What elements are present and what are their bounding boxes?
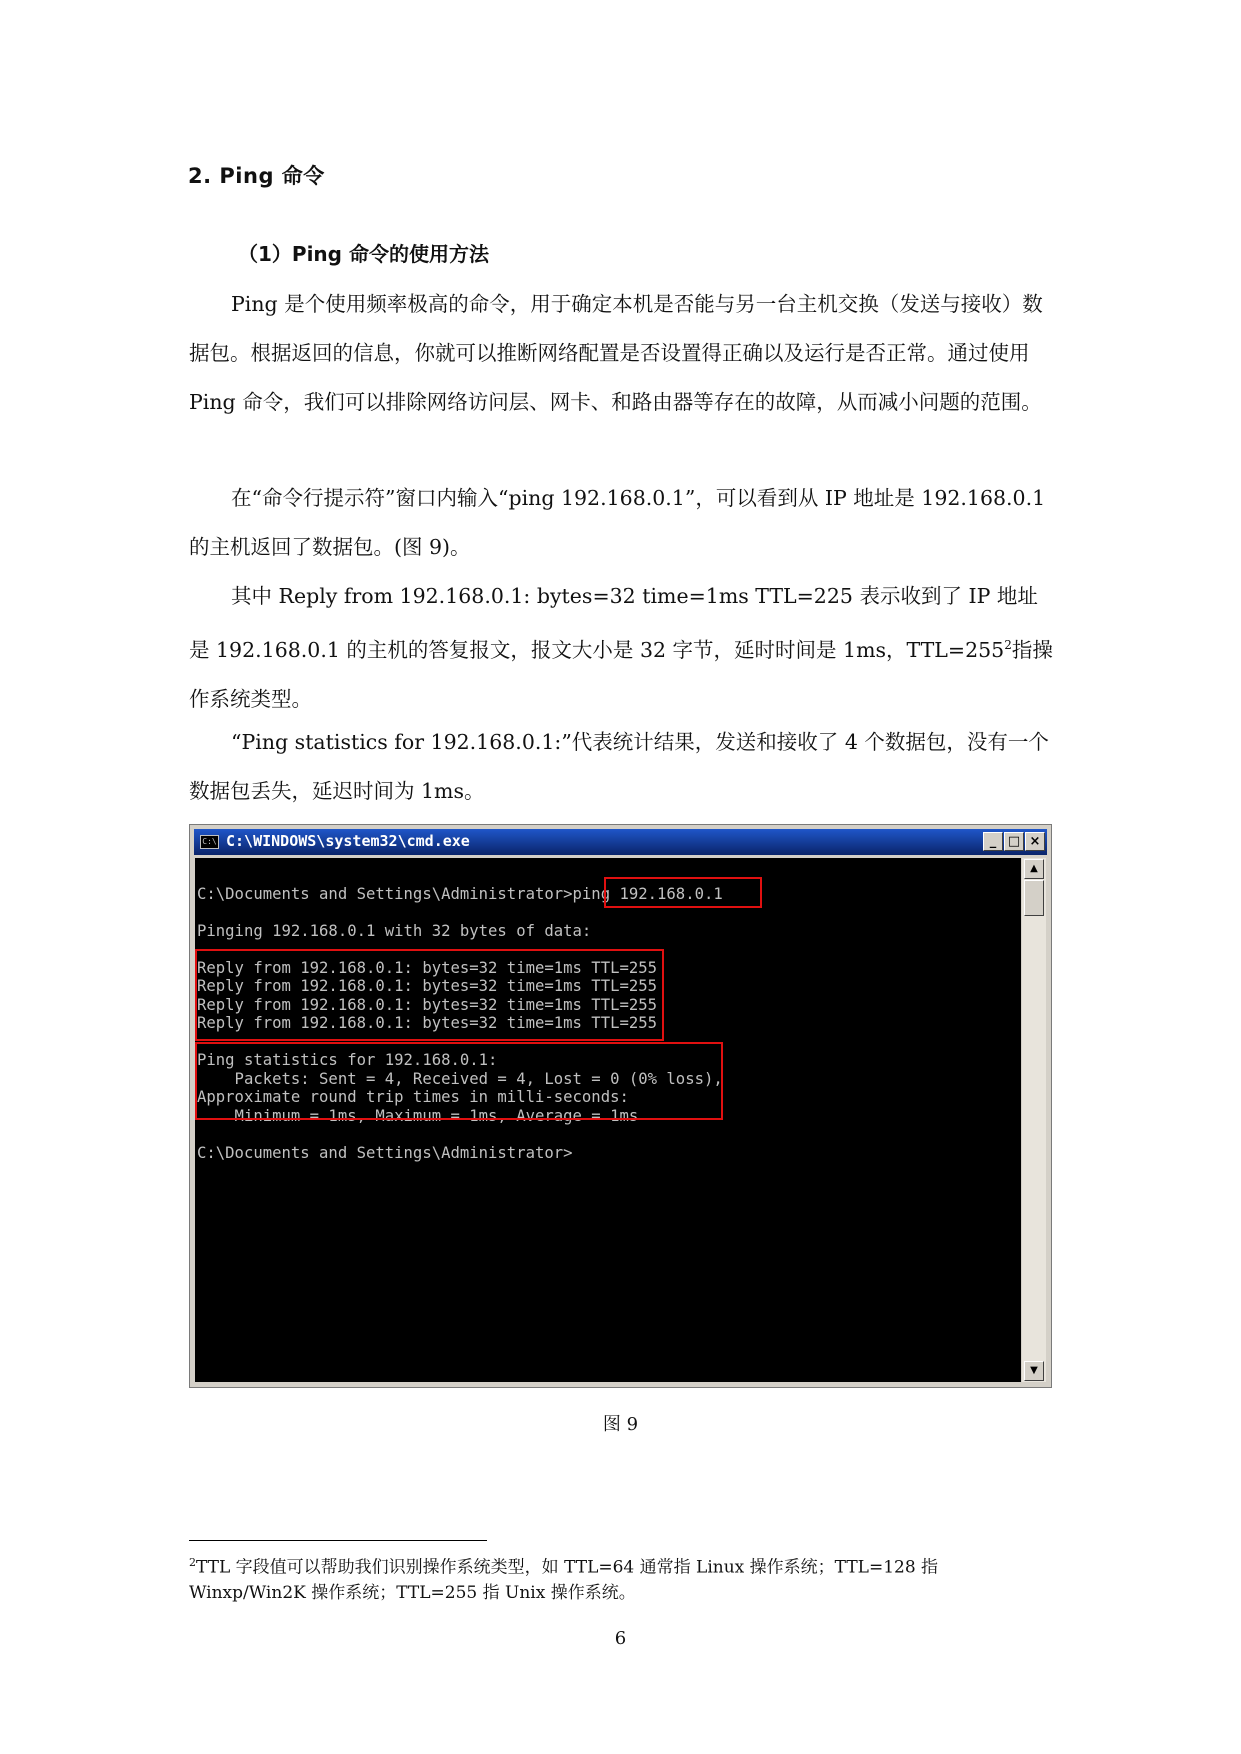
console-line: Ping statistics for 192.168.0.1: — [197, 1051, 498, 1069]
highlight-ping-command — [604, 877, 762, 908]
console-line: Pinging 192.168.0.1 with 32 bytes of data: — [197, 922, 592, 940]
console-icon: C:\ — [200, 835, 219, 849]
console-line: Reply from 192.168.0.1: bytes=32 time=1ms TTL=255 — [197, 959, 658, 977]
footnote-reference[interactable]: 2 — [1004, 638, 1012, 652]
close-button[interactable]: × — [1025, 832, 1045, 851]
paragraph-reply-tail: 指操作系统类型。 — [189, 637, 1053, 711]
cmd-titlebar[interactable] — [194, 829, 1047, 855]
highlight-reply-lines — [195, 949, 664, 1041]
cmd-window — [189, 824, 1052, 1388]
scroll-up-icon[interactable]: ▲ — [1024, 859, 1044, 879]
vertical-scrollbar[interactable] — [1022, 858, 1046, 1382]
page-number: 6 — [614, 1628, 627, 1649]
window-title: C:\WINDOWS\system32\cmd.exe — [226, 832, 470, 850]
paragraph-ping-example: 在“命令行提示符”窗口内输入“ping 192.168.0.1”，可以看到从 IP 地址是 192.168.0.1 的主机返回了数据包。(图 9)。 — [189, 486, 1046, 559]
console-line: Reply from 192.168.0.1: bytes=32 time=1ms TTL=255 — [197, 996, 658, 1014]
console-line: Approximate round trip times in milli-seconds: — [197, 1088, 629, 1106]
highlight-statistics — [195, 1042, 723, 1120]
maximize-button[interactable]: □ — [1004, 832, 1024, 851]
footnote-mark: 2 — [189, 1556, 196, 1569]
subsection-heading: （1）Ping 命令的使用方法 — [238, 242, 489, 266]
console-line: C:\Documents and Settings\Administrator> — [197, 1144, 573, 1162]
figure-caption: 图 9 — [602, 1414, 639, 1435]
scroll-down-icon[interactable]: ▼ — [1024, 1361, 1044, 1381]
paragraph-statistics: “Ping statistics for 192.168.0.1:”代表统计结果，发送和接收了 4 个数据包，没有一个数据包丢失，延迟时间为 1ms。 — [189, 730, 1049, 803]
paragraph-ping-intro: Ping 是个使用频率极高的命令，用于确定本机是否能与另一台主机交换（发送与接收）数据包。根据返回的信息，你就可以推断网络配置是否设置得正确以及运行是否正常。通过使用 Ping 命令，我们可以排除网络访问层、网卡、和路由器等存在的故障，从而减小问题的范围。 — [189, 292, 1043, 414]
console-line: Minimum = 1ms, Maximum = 1ms, Average = 1ms — [197, 1107, 639, 1125]
window-controls — [983, 832, 1045, 851]
paragraph-reply-explanation — [189, 572, 1055, 724]
footnote-text: TTL 字段值可以帮助我们识别操作系统类型，如 TTL=64 通常指 Linux 操作系统；TTL=128 指 Winxp/Win2K 操作系统；TTL=255 指 Unix 操作系统。 — [189, 1557, 939, 1603]
minimize-button[interactable]: _ — [983, 832, 1003, 851]
console-output[interactable] — [195, 858, 1021, 1382]
paragraph-reply-text: 其中 Reply from 192.168.0.1: bytes=32 time=1ms TTL=225 表示收到了 IP 地址是 192.168.0.1 的主机的答复报文，报文大小是 32 字节，延时时间是 1ms，TTL=255 — [189, 584, 1038, 662]
footnote-divider — [189, 1540, 487, 1541]
console-line: C:\Documents and Settings\Administrator>ping 192.168.0.1 — [197, 885, 723, 903]
footnote — [189, 1550, 1055, 1606]
console-line: Reply from 192.168.0.1: bytes=32 time=1ms TTL=255 — [197, 977, 658, 995]
section-heading: 2. Ping 命令 — [188, 164, 325, 188]
console-line: Packets: Sent = 4, Received = 4, Lost = 0 (0% loss), — [197, 1070, 723, 1088]
console-line: Reply from 192.168.0.1: bytes=32 time=1ms TTL=255 — [197, 1014, 658, 1032]
scroll-thumb[interactable] — [1024, 880, 1044, 916]
